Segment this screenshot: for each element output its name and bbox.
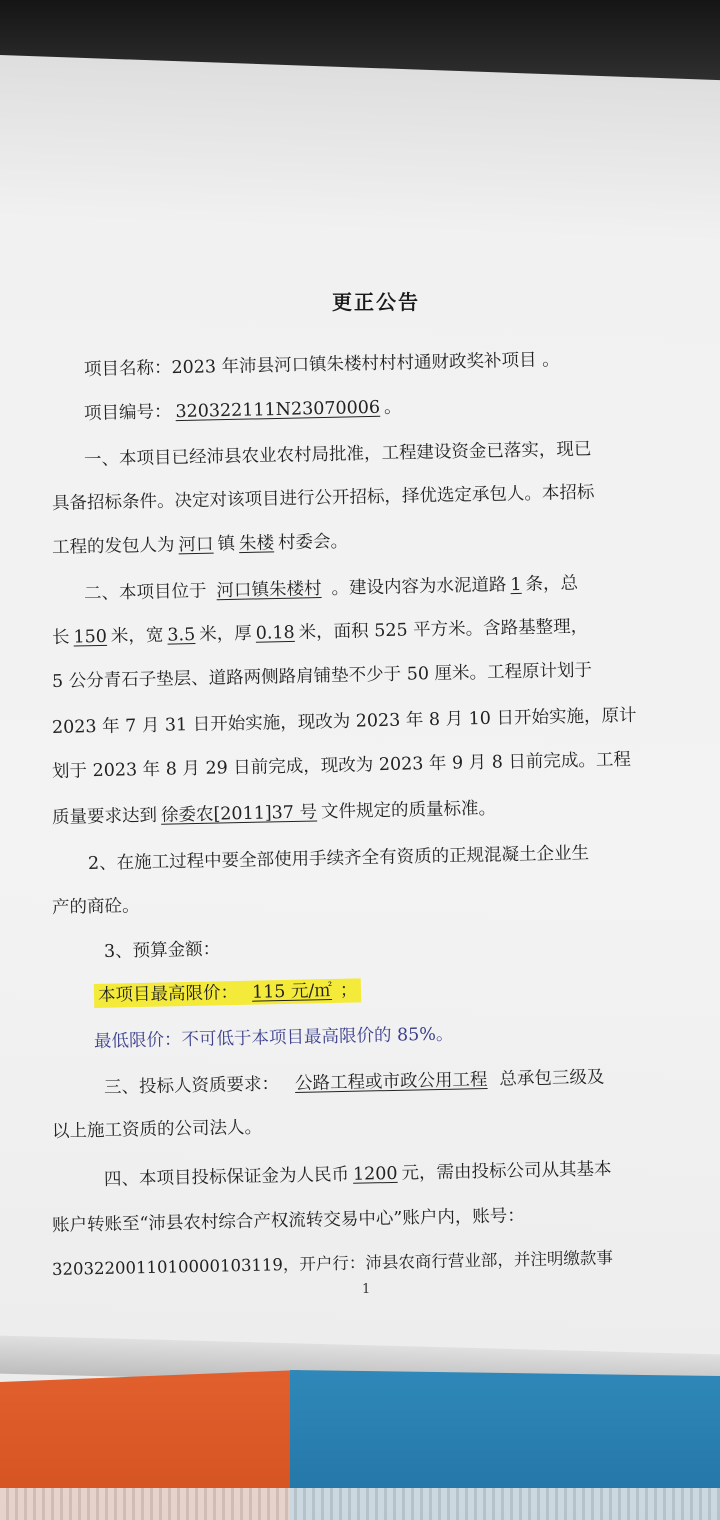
para2-line1: 二、本项目位于 河口镇朱楼村 。建设内容为水泥道路 1 条，总 (83, 573, 579, 604)
para1-line2: 具备招标条件。决定对该项目进行公开招标，择优选定承包人。本招标 (51, 482, 595, 514)
project-number-line: 项目编号： 320322111N23070006 。 (83, 397, 402, 424)
page-title: 更正公告 (332, 290, 420, 314)
budget-heading: 3、预算金额： (103, 939, 221, 962)
max-price-value: 115 元/㎡ (251, 981, 333, 1003)
min-price-value: 不可低于本项目最高限价的 85%。 (181, 1024, 454, 1051)
carpet-edge (0, 1488, 720, 1520)
para6-line1: 四、本项目投标保证金为人民币 1200 元，需由投标公司从其基本 (103, 1159, 612, 1190)
project-name-line: 项目名称：2023 年沛县河口镇朱楼村村村通财政奖补项目 。 (83, 350, 560, 380)
para2-line5: 划于 2023 年 8 月 29 日前完成，现改为 2023 年 9 月 8 日前完成。工程 (51, 749, 632, 782)
para6-line2: 账户转账至“沛县农村综合产权流转交易中心”账户内，账号： (51, 1206, 526, 1236)
para3-line2: 产的商砼。 (51, 896, 140, 918)
para2-line2: 长 150 米，宽 3.5 米，厚 0.18 米，面积 525 平方米。含路基整理， (51, 616, 589, 648)
max-price-line (94, 976, 362, 1007)
highlighted-max-price: 本项目最高限价： 115 元/㎡ ； (94, 978, 362, 1008)
para1-line3: 工程的发包人为 河口 镇 朱楼 村委会。 (51, 531, 349, 558)
para2-line4: 2023 年 7 月 31 日开始实施，现改为 2023 年 8 月 10 日开始实施，原计 (51, 705, 637, 738)
project-number: 320322111N23070006 (175, 397, 381, 423)
page-number: 1 (362, 1282, 371, 1297)
para6-line3: 3203220011010000103119，开户行：沛县农商行营业部，并注明缴款事 (51, 1248, 614, 1279)
para1-line1: 一、本项目已经沛县农业农村局批准，工程建设资金已落实，现已 (83, 439, 592, 470)
para2-line3: 5 公分青石子垫层、道路两侧路肩铺垫不少于 50 厘米。工程原计划于 (51, 660, 593, 692)
para2-line6: 质量要求达到 徐委农[2011]37 号 文件规定的质量标准。 (51, 798, 497, 828)
para3-line1: 2、在施工过程中要全部使用手续齐全有资质的正规混凝土企业生 (87, 843, 590, 874)
min-price-line: 最低限价：不可低于本项目最高限价的 85%。 (93, 1024, 454, 1052)
para5-line2: 以上施工资质的公司法人。 (51, 1117, 263, 1142)
para5-line1: 三、投标人资质要求： 公路工程或市政公用工程 总承包三级及 (103, 1067, 605, 1098)
